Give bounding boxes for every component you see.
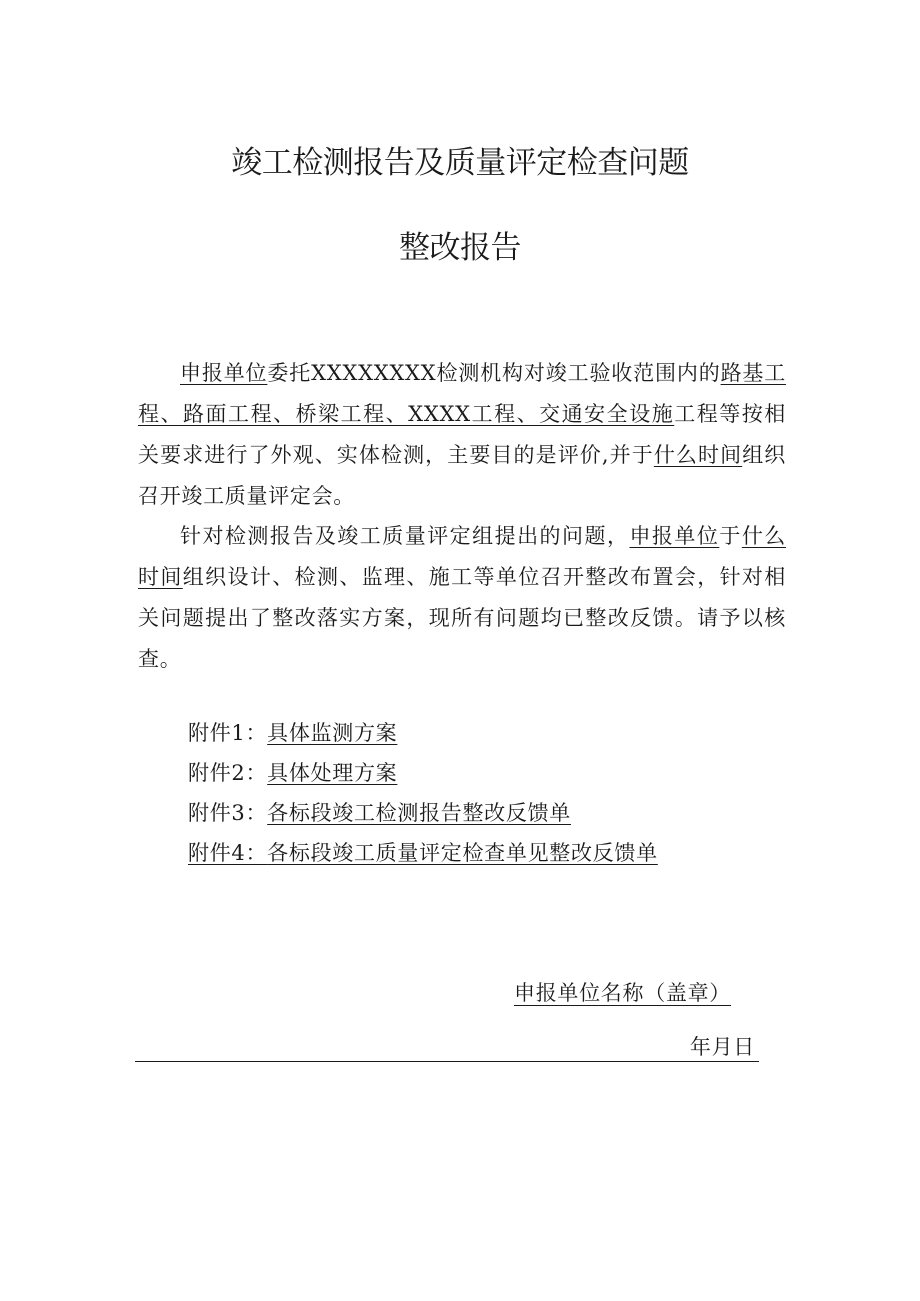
attachment-name: 具体处理方案 [267,761,398,785]
attachment-name: 各标段竣工检测报告整改反馈单 [267,801,571,825]
paragraph-rectification [138,516,786,680]
rectification-intro: 针对检测报告及竣工质量评定组提出的问题， [180,524,630,548]
time-placeholder: 什么时间 [138,524,787,589]
applicant-placeholder: 申报单位 [180,361,268,385]
attachment-item [188,753,658,793]
commission-text: 委托XXXXXXXX检测机构对竣工验收范围内的 [267,361,721,385]
rectification-text: 组织设计、检测、监理、施工等单位召开整改布置会，针对相关问题提出了整改落实方案，现所有问题均已整改反馈。请予以核查。 [138,565,787,671]
attachment-item [188,833,658,873]
date-field: 年月日 [689,1035,755,1059]
document-title-line2: 整改报告 [399,230,521,266]
attachment-prefix: 附件2： [188,761,268,785]
paragraph-commission [138,353,786,517]
inspection-text: 工程等按相关要求进行了外观、实体检测，主要目的是评价,并于 [138,402,786,467]
connector-text: 于 [719,524,742,548]
attachment-list [188,713,658,873]
attachment-item [188,793,658,833]
applicant-placeholder: 申报单位 [629,524,720,548]
attachment-prefix: 附件1： [188,721,268,745]
inspection-scope: 路基工程、路面工程、桥梁工程、XXXX工程、交通安全设施 [138,361,786,426]
applicant-signature: 申报单位名称（盖章） [514,981,731,1005]
attachment-prefix: 附件4： [188,841,268,865]
document-title-line1: 竣工检测报告及质量评定检查问题 [231,145,689,181]
attachment-item [188,713,658,753]
time-placeholder: 什么时间 [653,443,743,467]
meeting-text: 组织召开竣工质量评定会。 [138,443,786,508]
attachment-name: 具体监测方案 [267,721,398,745]
attachment-name: 各标段竣工质量评定检查单见整改反馈单 [267,841,658,865]
date-line [135,1033,759,1062]
attachment-prefix: 附件3： [188,801,268,825]
